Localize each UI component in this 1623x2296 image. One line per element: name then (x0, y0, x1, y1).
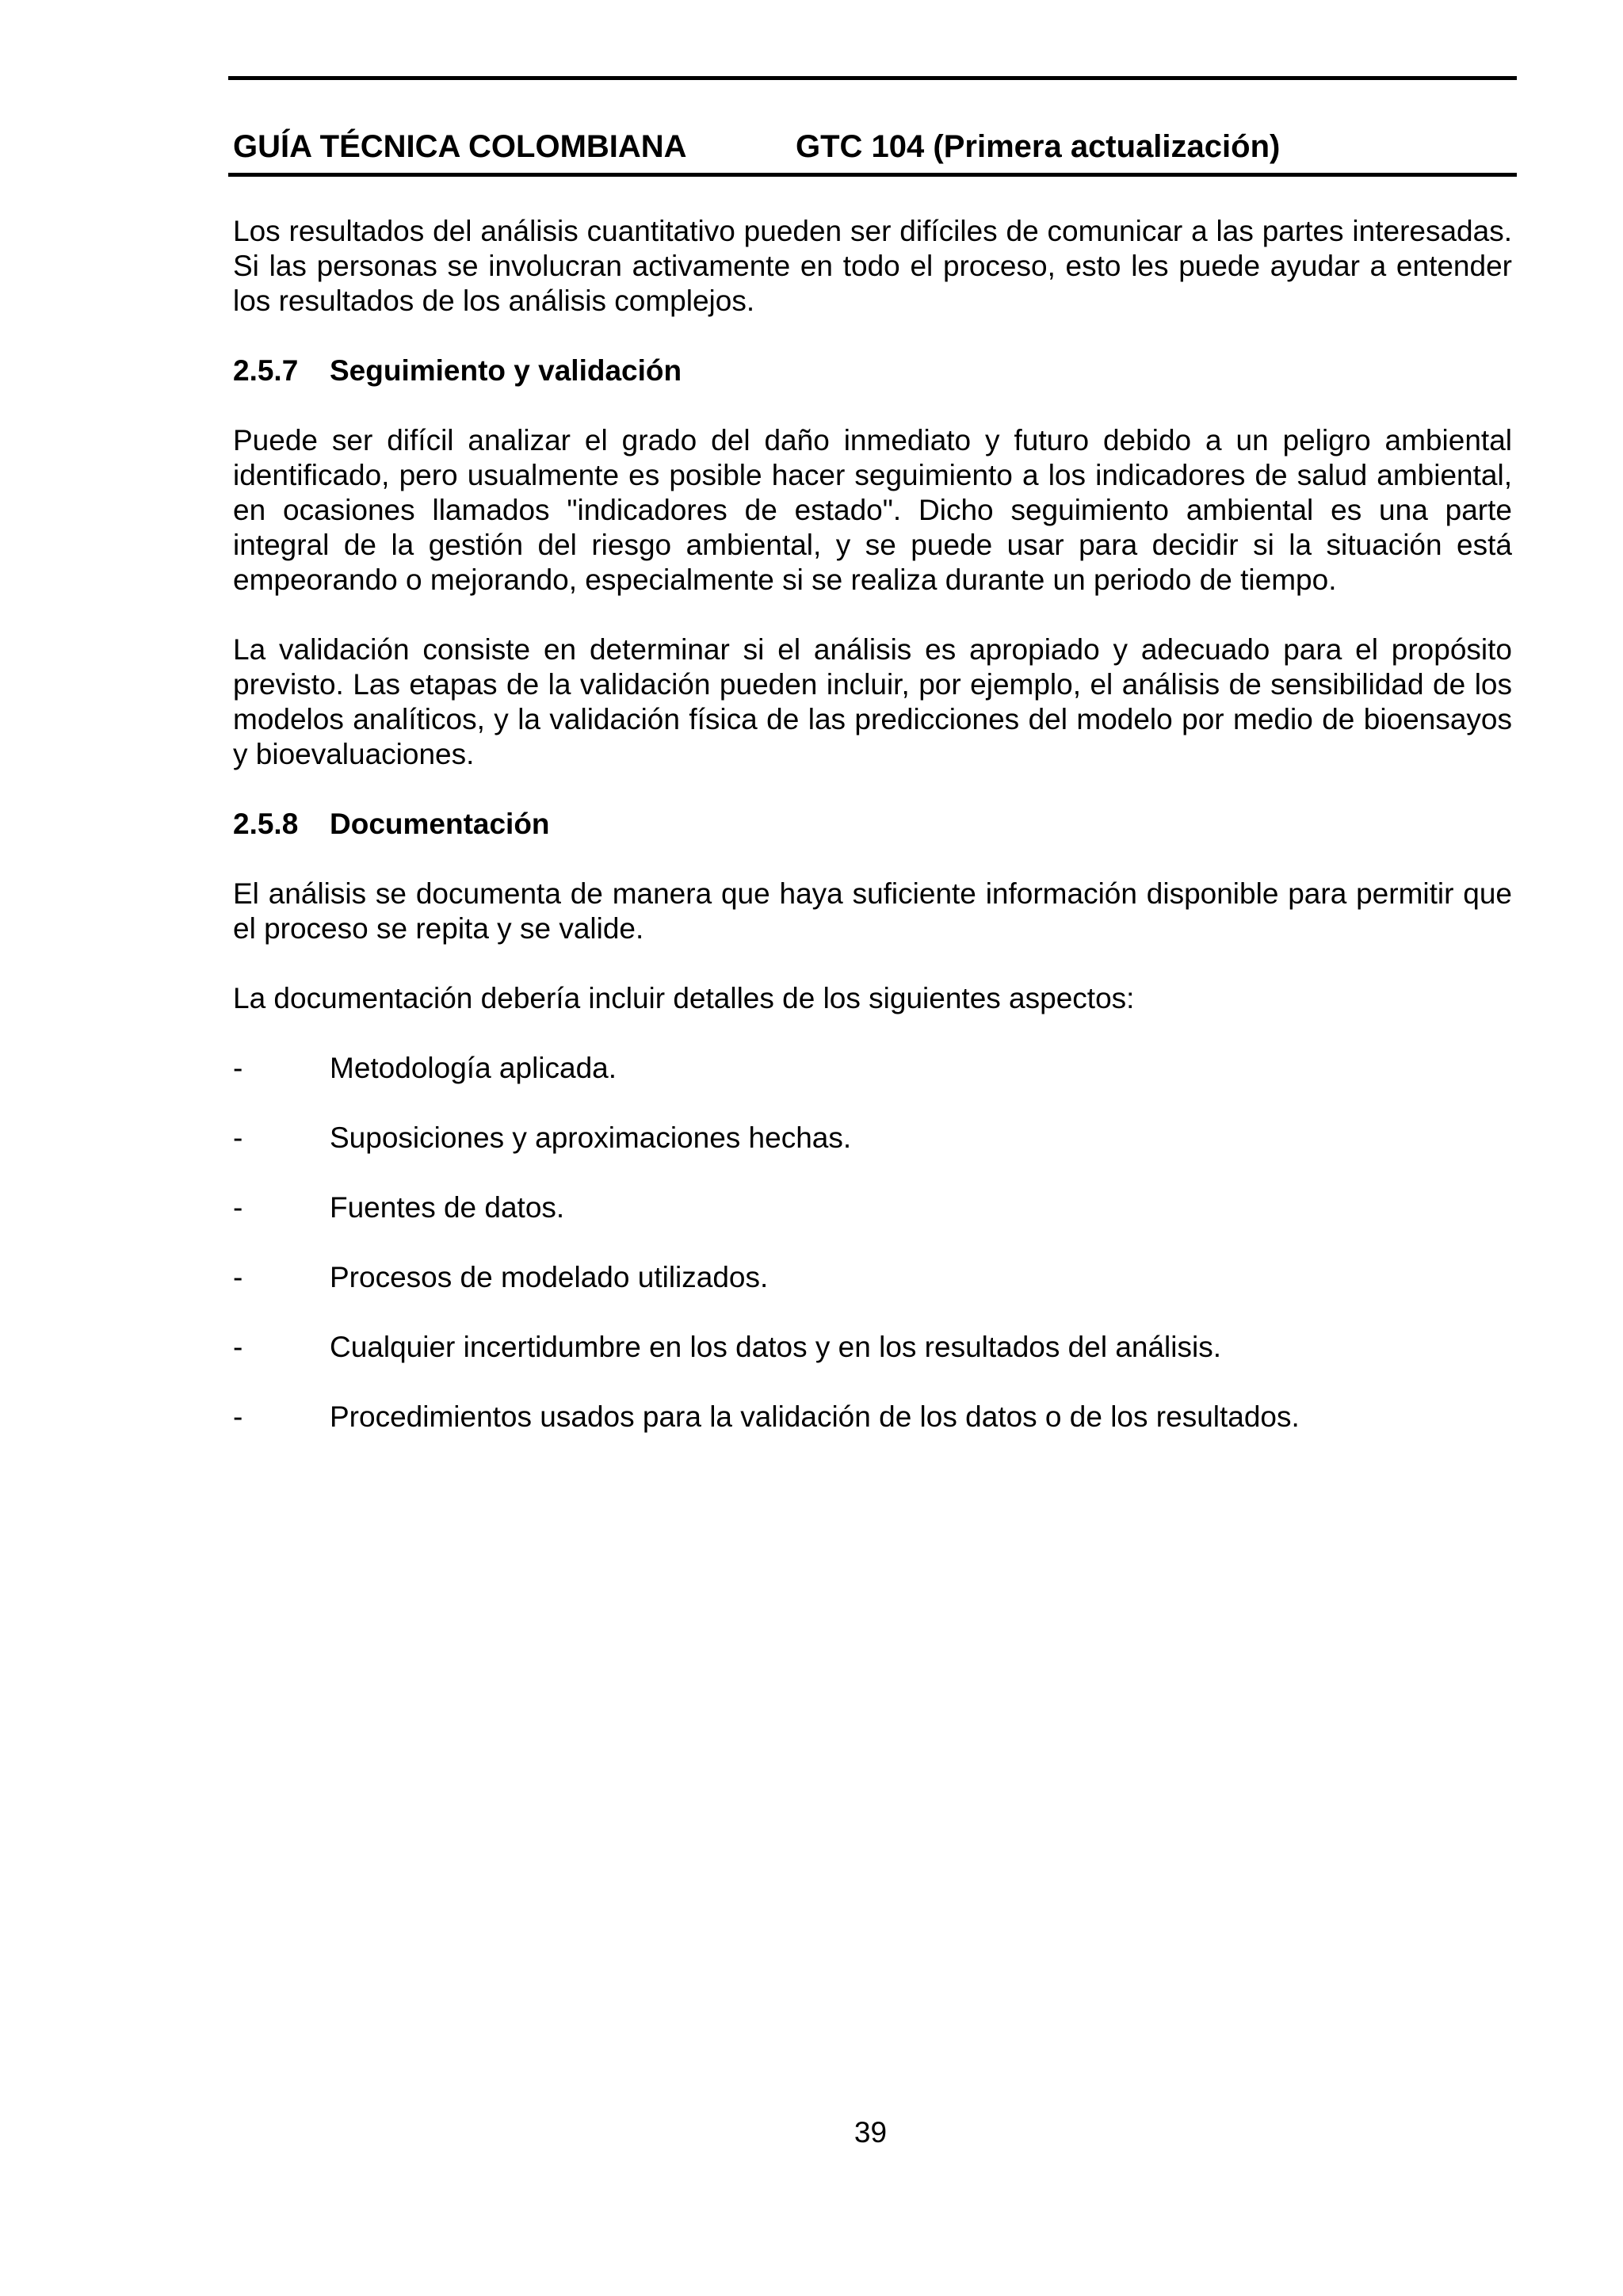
list-item-text: Suposiciones y aproximaciones hechas. (330, 1121, 852, 1154)
page-number: 39 (854, 2116, 888, 2149)
list-item (233, 1400, 1512, 1435)
list-bullet: - (233, 1121, 243, 1154)
section-number: 2.5.8 (233, 808, 299, 840)
list-bullet: - (233, 1400, 243, 1433)
list-item (233, 1190, 1512, 1225)
paragraph-list-intro: La documentación debería incluir detalles de los siguientes aspectos: (233, 982, 1135, 1014)
list-item (233, 1121, 1512, 1156)
header-bottom-rule (228, 173, 1517, 177)
header-document-code: GTC 104 (Primera actualización) (796, 129, 1281, 164)
list-item-text: Procedimientos usados para la validación de los datos o de los resultados. (330, 1400, 1300, 1433)
list-item-text: Metodología aplicada. (330, 1052, 617, 1084)
list-item-text: Cualquier incertidumbre en los datos y en los resultados del análisis. (330, 1331, 1221, 1363)
list-bullet: - (233, 1052, 243, 1084)
paragraph-validacion: La validación consiste en determinar si el análisis es apropiado y adecuado para el propósito previsto. Las etapas de la validación pueden incluir, por ejemplo, el análisis de sensibilidad de los modelos analíticos, y la validación física de las predicciones del modelo por medio de bioensayos y bioevaluaciones. (233, 633, 1512, 770)
paragraph-seguimiento: Puede ser difícil analizar el grado del daño inmediato y futuro debido a un peligro ambiental identificado, pero usualmente es posible hacer seguimiento a los indicadores de salud ambiental, en ocasiones llamados "indicadores de estado". Dicho seguimiento ambiental es una parte integral de la gestión del riesgo ambiental, y se puede usar para decidir si la situación está empeorando o mejorando, especialmente si se realiza durante un periodo de tiempo. (233, 424, 1512, 596)
list-item (233, 1051, 1512, 1086)
paragraph-intro: Los resultados del análisis cuantitativo pueden ser difíciles de comunicar a las partes interesadas. Si las personas se involucran activamente en todo el proceso, esto les puede ayudar a entender los resultados de los análisis complejos. (233, 215, 1512, 317)
list-bullet: - (233, 1191, 243, 1224)
list-item-text: Fuentes de datos. (330, 1191, 565, 1224)
list-item-text: Procesos de modelado utilizados. (330, 1261, 769, 1293)
list-bullet: - (233, 1331, 243, 1363)
section-heading-2-5-8 (233, 807, 1512, 842)
documentation-aspects-list (233, 1051, 1512, 1435)
section-heading-2-5-7 (233, 353, 1512, 388)
header-top-rule (228, 76, 1517, 80)
list-item (233, 1330, 1512, 1365)
paragraph-documentacion: El análisis se documenta de manera que haya suficiente información disponible para permitir que el proceso se repita y se valide. (233, 877, 1512, 945)
page-body (233, 214, 1512, 1469)
header-document-type: GUÍA TÉCNICA COLOMBIANA (233, 129, 687, 164)
section-number: 2.5.7 (233, 354, 299, 387)
section-title: Documentación (330, 808, 550, 840)
list-bullet: - (233, 1261, 243, 1293)
section-title: Seguimiento y validación (330, 354, 682, 387)
list-item (233, 1260, 1512, 1295)
